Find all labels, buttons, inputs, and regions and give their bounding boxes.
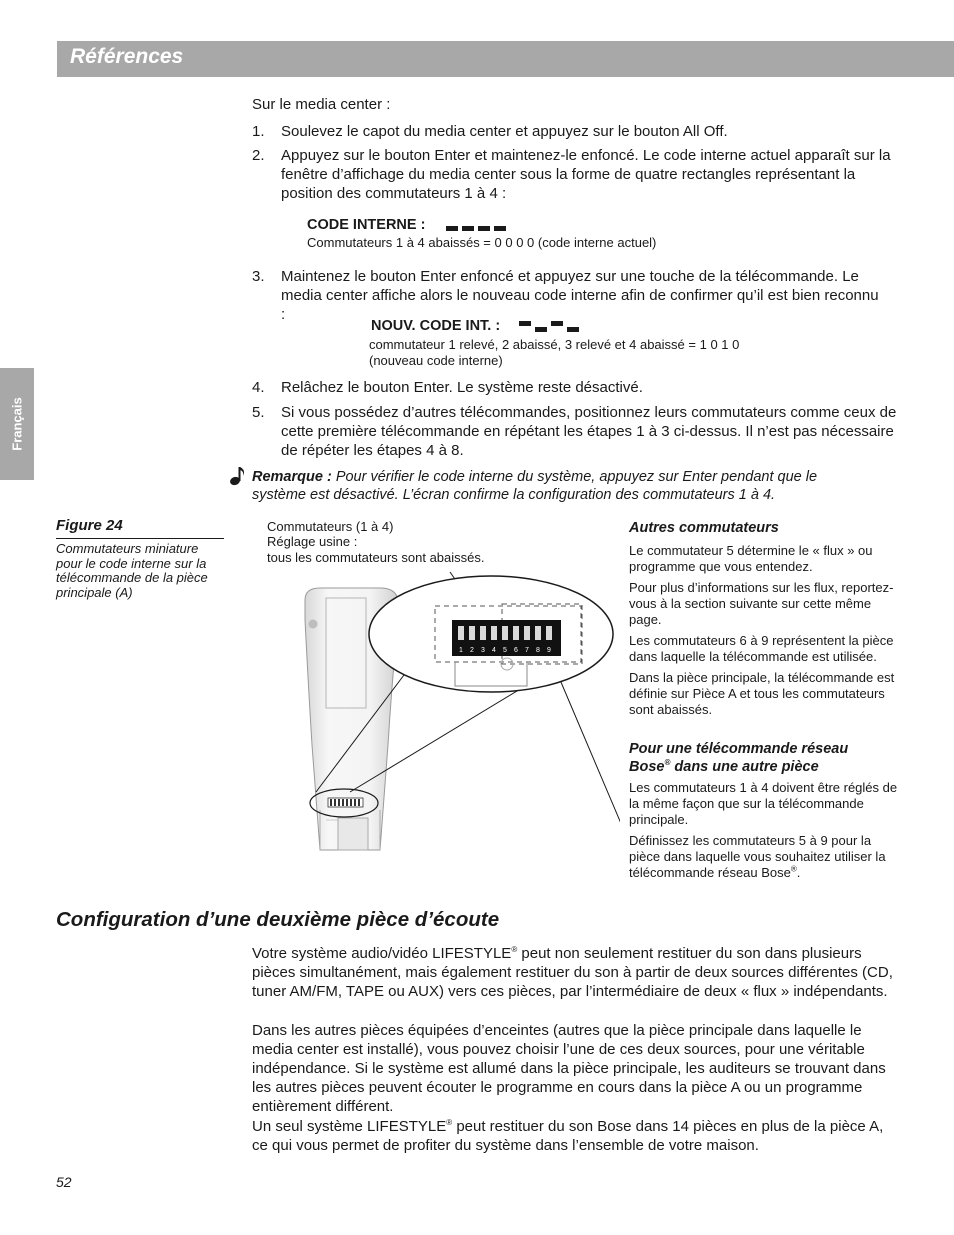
step-text: Soulevez le capot du media center et appuyez sur le bouton All Off. (281, 123, 728, 140)
switch-number: 8 (536, 647, 540, 654)
step-number: 3. (252, 268, 265, 285)
step-text: Appuyez sur le bouton Enter et maintenez-le enfoncé. Le code interne actuel apparaît sur la fenêtre d’affichage du media center sous la forme de quatre rectangles représentant la position des commutateurs 1 à 4 : (281, 147, 891, 202)
sidebar-paragraph: Le commutateur 5 détermine le « flux » ou programme que vous entendez. (629, 543, 873, 574)
switch-number: 6 (514, 647, 518, 654)
switch-positions-icon (446, 217, 510, 235)
step-text: Relâchez le bouton Enter. Le système reste désactivé. (281, 379, 643, 396)
music-note-icon (229, 465, 247, 492)
note (252, 468, 872, 504)
intro-text: Sur le media center : (252, 96, 391, 113)
code-new-label: NOUV. CODE INT. : (371, 318, 501, 334)
registered-mark: ® (790, 864, 797, 874)
paragraph-text: peut restituer du son Bose dans 14 pièces en plus de la pièce A, ce qui vous permet de profiter du système dans l’ensemble de votre maison. (252, 1118, 884, 1154)
sidebar-heading-other-switches: Autres commutateurs (629, 520, 779, 536)
figure-callout-subtitle: Réglage usine : (267, 534, 358, 549)
figure-caption: Commutateurs miniature pour le code interne sur la télécommande de la pièce principale (A) (56, 541, 208, 600)
switch-number: 3 (481, 647, 485, 654)
note-text: Pour vérifier le code interne du système, appuyez sur Enter pendant que le système est désactivé. L’écran confirme la configuration des commutateurs 1 à 4. (252, 469, 818, 503)
code-new-caption-note: (nouveau code interne) (369, 353, 503, 368)
sidebar-heading-line: Pour une télécommande réseau (629, 741, 849, 757)
step-text: Maintenez le bouton Enter enfoncé et appuyez sur une touche de la télécommande. Le media center affiche alors le nouveau code interne afin de confirmer qu’il est bien reconnu : (281, 268, 879, 323)
step-number: 5. (252, 404, 265, 421)
section-title: Configuration d’une deuxième pièce d’écoute (56, 908, 500, 931)
code-internal-caption: Commutateurs 1 à 4 abaissés = 0 0 0 0 (code interne actuel) (307, 235, 657, 250)
sidebar-paragraph: Les commutateurs 6 à 9 représentent la pièce dans laquelle la télécommande est utilisée. (629, 633, 894, 664)
sidebar-heading-rest: dans une autre pièce (670, 758, 819, 775)
note-label: Remarque : (252, 469, 332, 485)
registered-mark: ® (664, 757, 671, 767)
figure-callout-detail: tous les commutateurs sont abaissés. (267, 550, 485, 565)
sidebar-paragraphs (629, 543, 899, 718)
switch-number: 1 (459, 647, 463, 654)
step-number: 2. (252, 147, 265, 164)
step-number: 1. (252, 123, 265, 140)
language-tab-label: Français (9, 397, 25, 451)
registered-mark: ® (511, 945, 518, 954)
switch-number: 7 (525, 647, 529, 654)
section-paragraph-1 (252, 944, 897, 1001)
paragraph-text: peut non seulement restituer du son dans plusieurs pièces simultanément, mais également restituer du son à partir de deux sources différentes (CD, tuner AM/FM, TAPE ou AUX) vers ces pièces, par l’intermédiaire de deux « flux » indépendants. (252, 945, 893, 1000)
sidebar-paragraph-text: Définissez les commutateurs 5 à 9 pour la pièce dans laquelle vous souhaitez utiliser la télécommande réseau Bose (629, 833, 886, 880)
sidebar-paragraphs-network (629, 780, 899, 881)
language-tab (0, 368, 34, 480)
step-number: 4. (252, 379, 265, 396)
code-new-display (371, 317, 583, 335)
registered-mark: ® (446, 1118, 453, 1127)
code-internal-label: CODE INTERNE : (307, 217, 426, 233)
step-text: Si vous possédez d’autres télécommandes, positionnez leurs commutateurs comme ceux de cette première télécommande en répétant les étapes 1 à 3 ci-dessus. Il n’est pas nécessaire de répéter les étapes 4 à 8. (281, 404, 897, 459)
code-internal-display (307, 216, 510, 234)
remote-illustration (280, 560, 620, 860)
figure-callout-title: Commutateurs (1 à 4) (267, 519, 394, 534)
page-number: 52 (56, 1174, 72, 1190)
section-paragraph-3 (252, 1117, 897, 1155)
sidebar-heading-brand: Bose (629, 758, 665, 775)
code-new-caption: commutateur 1 relevé, 2 abaissé, 3 relevé et 4 abaissé = 1 0 1 0 (369, 337, 740, 352)
sidebar-paragraph: Les commutateurs 1 à 4 doivent être réglés de la même façon que sur la télécommande principale. (629, 780, 898, 827)
sidebar-paragraph: Définissez les commutateurs 5 à 9 pour la pièce dans laquelle vous souhaitez utiliser la télécommande réseau Bose®. (629, 833, 886, 880)
page-title: Références (70, 45, 184, 68)
paragraph-text: Votre système audio/vidéo LIFESTYLE (252, 945, 512, 962)
sidebar-paragraph: Dans la pièce principale, la télécommande est définie sur Pièce A et tous les commutateurs sont abaissés. (629, 670, 895, 717)
switch-number: 4 (492, 647, 496, 654)
switch-number: 9 (547, 647, 551, 654)
figure-rule (56, 538, 224, 539)
sidebar-heading-network-remote (629, 741, 899, 776)
paragraph-text: Un seul système LIFESTYLE (252, 1118, 447, 1135)
header-bar (57, 41, 954, 77)
switch-number: 5 (503, 647, 507, 654)
sidebar-paragraph: Pour plus d’informations sur les flux, reportez-vous à la section suivante sur cette même page. (629, 580, 894, 627)
switch-positions-icon (519, 318, 583, 336)
switch-number: 2 (470, 647, 474, 654)
section-paragraph-2: Dans les autres pièces équipées d’enceintes (autres que la pièce principale dans laquelle le media center est installé), vous pouvez choisir l’une de ces deux sources, pour une véritable indépendance. Si le système est allumé dans la pièce principale, les auditeurs se trouvant dans les autres pièces peuvent écouter le programme en cours dans la pièce A ou un programme entièrement différent. (252, 1022, 886, 1115)
figure-title: Figure 24 (56, 517, 123, 534)
